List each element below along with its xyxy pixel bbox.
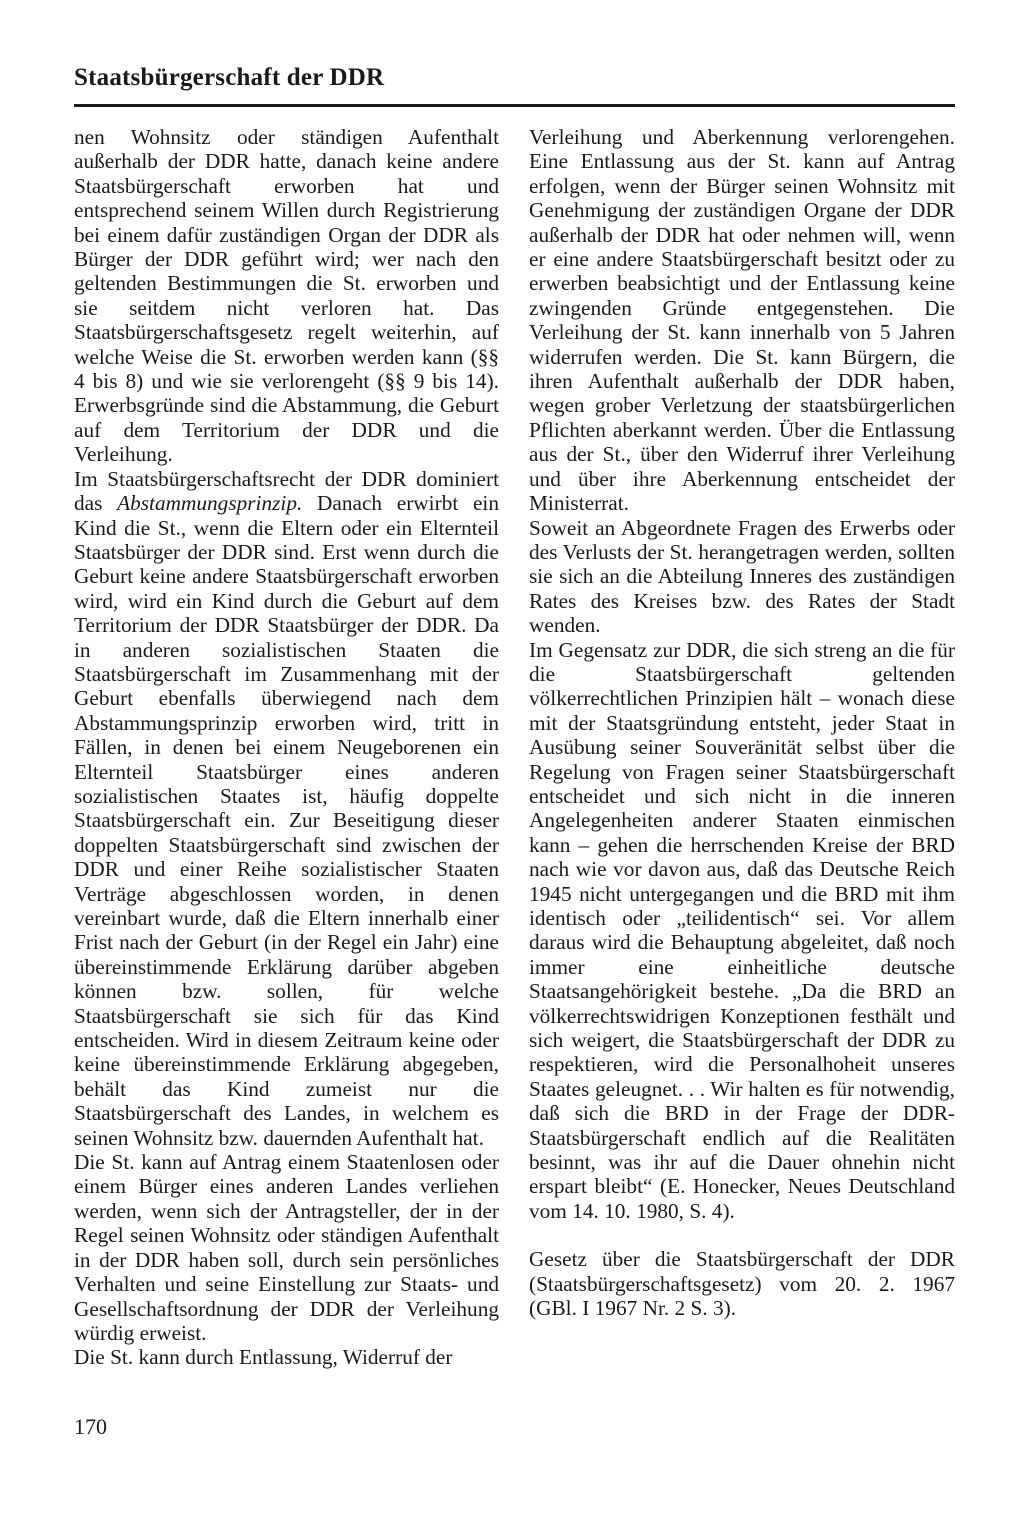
right-paragraph-2: Soweit an Abgeordnete Fragen des Erwerbs oder des Verlusts der St. herangetragen werden, sollten sie sich an die Abteilung Inneres des zuständigen Rates des Kreises bzw. des Rates der Stadt wenden. <box>529 515 955 638</box>
right-paragraph-1: Verleihung und Aberkennung verlorengehen. Eine Entlassung aus der St. kann auf Antrag erfolgen, wenn der Bürger seinen Wohnsitz mit Genehmigung der zuständigen Organe der DDR außerhalb der DDR hat oder nehmen will, wenn er eine andere Staatsbürgerschaft besitzt oder zu erwerben beabsichtigt und der Entlassung keine zwingenden Gründe entgegenstehen. Die Verleihung der St. kann innerhalb von 5 Jahren widerrufen werden. Die St. kann Bürgern, die ihren Aufenthalt außerhalb der DDR haben, wegen grober Verletzung der staatsbürgerlichen Pflichten aberkannt werden. Über die Entlassung aus der St., über den Widerruf ihrer Verleihung und über ihre Aberkennung entscheidet der Ministerrat. <box>529 125 955 516</box>
right-column <box>529 125 955 1321</box>
page-number: 170 <box>74 1414 107 1439</box>
law-reference: Gesetz über die Staatsbürgerschaft der DDR (Staatsbürgerschaftsgesetz) vom 20. 2. 1967 (GBl. I 1967 Nr. 2 S. 3). <box>529 1247 955 1321</box>
left-column <box>74 125 499 1370</box>
header-title: Staatsbürgerschaft der DDR <box>74 64 385 91</box>
running-header <box>74 56 955 107</box>
right-paragraph-3: Im Gegensatz zur DDR, die sich streng an die für die Staatsbürgerschaft geltenden völkerrechtlichen Prinzipien hält – wonach diese mit der Staatsgründung entsteht, jeder Staat in Ausübung seiner Souveränität selbst über die Regelung von Fragen seiner Staatsbürgerschaft entscheidet und sich nicht in die inneren Angelegenheiten anderer Staaten einmischen kann – gehen die herrschenden Kreise der BRD nach wie vor davon aus, daß das Deutsche Reich 1945 nicht untergegangen und die BRD mit ihm identisch oder „teilidentisch“ sei. Vor allem daraus wird die Behauptung abgeleitet, daß noch immer eine einheitliche deutsche Staatsangehörigkeit bestehe. „Da die BRD an völkerrechtswidrigen Konzeptionen festhält und sich weigert, die Staatsbürgerschaft der DDR zu respektieren, wird die Personalhoheit unseres Staates geleugnet. . . Wir halten es für notwendig, daß sich die BRD in der Frage der DDR-Staatsbürgerschaft endlich auf die Realitäten besinnt, was ihr auf die Dauer ohnehin nicht erspart bleibt“ (E. Honecker, Neues Deutschland vom 14. 10. 1980, S. 4). <box>529 637 955 1223</box>
left-paragraph-2 <box>74 467 499 1150</box>
left-paragraph-4: Die St. kann durch Entlassung, Widerruf der <box>74 1345 453 1370</box>
italic-term-abstammungsprinzip: Abstammungsprinzip. <box>117 491 303 516</box>
left-paragraph-3: Die St. kann auf Antrag einem Staatenlosen oder einem Bürger eines anderen Landes verliehen werden, wenn sich der Antragsteller, der in der Regel seinen Wohnsitz oder ständigen Aufenthalt in der DDR haben soll, durch sein persönliches Verhalten und seine Einstellung zur Staats- und Gesellschaftsordnung der DDR der Verleihung würdig erweist. <box>74 1150 499 1345</box>
left-paragraph-2-start: Im Staatsbürgerschaftsrecht der DDR dominiert das <box>74 466 499 516</box>
left-paragraph-2-rest: Danach erwirbt ein Kind die St., wenn die Eltern oder ein Elternteil Staatsbürger der DDR sind. Erst wenn durch die Geburt keine andere Staatsbürgerschaft erworben wird, wird ein Kind durch die Geburt auf dem Territorium der DDR Staatsbürger der DDR. Da in anderen sozialistischen Staaten die Staatsbürgerschaft im Zusammenhang mit der Geburt ebenfalls überwiegend nach dem Abstammungsprinzip erworben wird, tritt in Fällen, in denen bei einem Neugeborenen ein Elternteil Staatsbürger eines anderen sozialistischen Staates ist, häufig doppelte Staatsbürgerschaft ein. Zur Beseitigung dieser doppelten Staatsbürgerschaft sind zwischen der DDR und einer Reihe sozialistischer Staaten Verträge abgeschlossen worden, in denen vereinbart wurde, daß die Eltern innerhalb einer Frist nach der Geburt (in der Regel ein Jahr) eine übereinstimmende Erklärung darüber abgeben können bzw. sollen, für welche Staatsbürgerschaft sie sich für das Kind entscheiden. Wird in diesem Zeitraum keine oder keine übereinstimmende Erklärung abgegeben, behält das Kind zumeist nur die Staatsbürgerschaft des Landes, in welchem es seinen Wohnsitz bzw. dauernden Aufenthalt hat. <box>74 491 499 1150</box>
left-paragraph-1: nen Wohnsitz oder ständigen Aufenthalt außerhalb der DDR hatte, danach keine andere Staatsbürgerschaft erworben hat und entsprechend seinem Willen durch Registrierung bei einem dafür zuständigen Organ der DDR als Bürger der DDR geführt wird; wer nach den geltenden Bestimmungen die St. erworben und sie seitdem nicht verloren hat. Das Staatsbürgerschaftsgesetz regelt weiterhin, auf welche Weise die St. erworben werden kann (§§ 4 bis 8) und wie sie verlorengeht (§§ 9 bis 14). Erwerbsgründe sind die Abstammung, die Geburt auf dem Territorium der DDR und die Verleihung. <box>74 125 499 467</box>
